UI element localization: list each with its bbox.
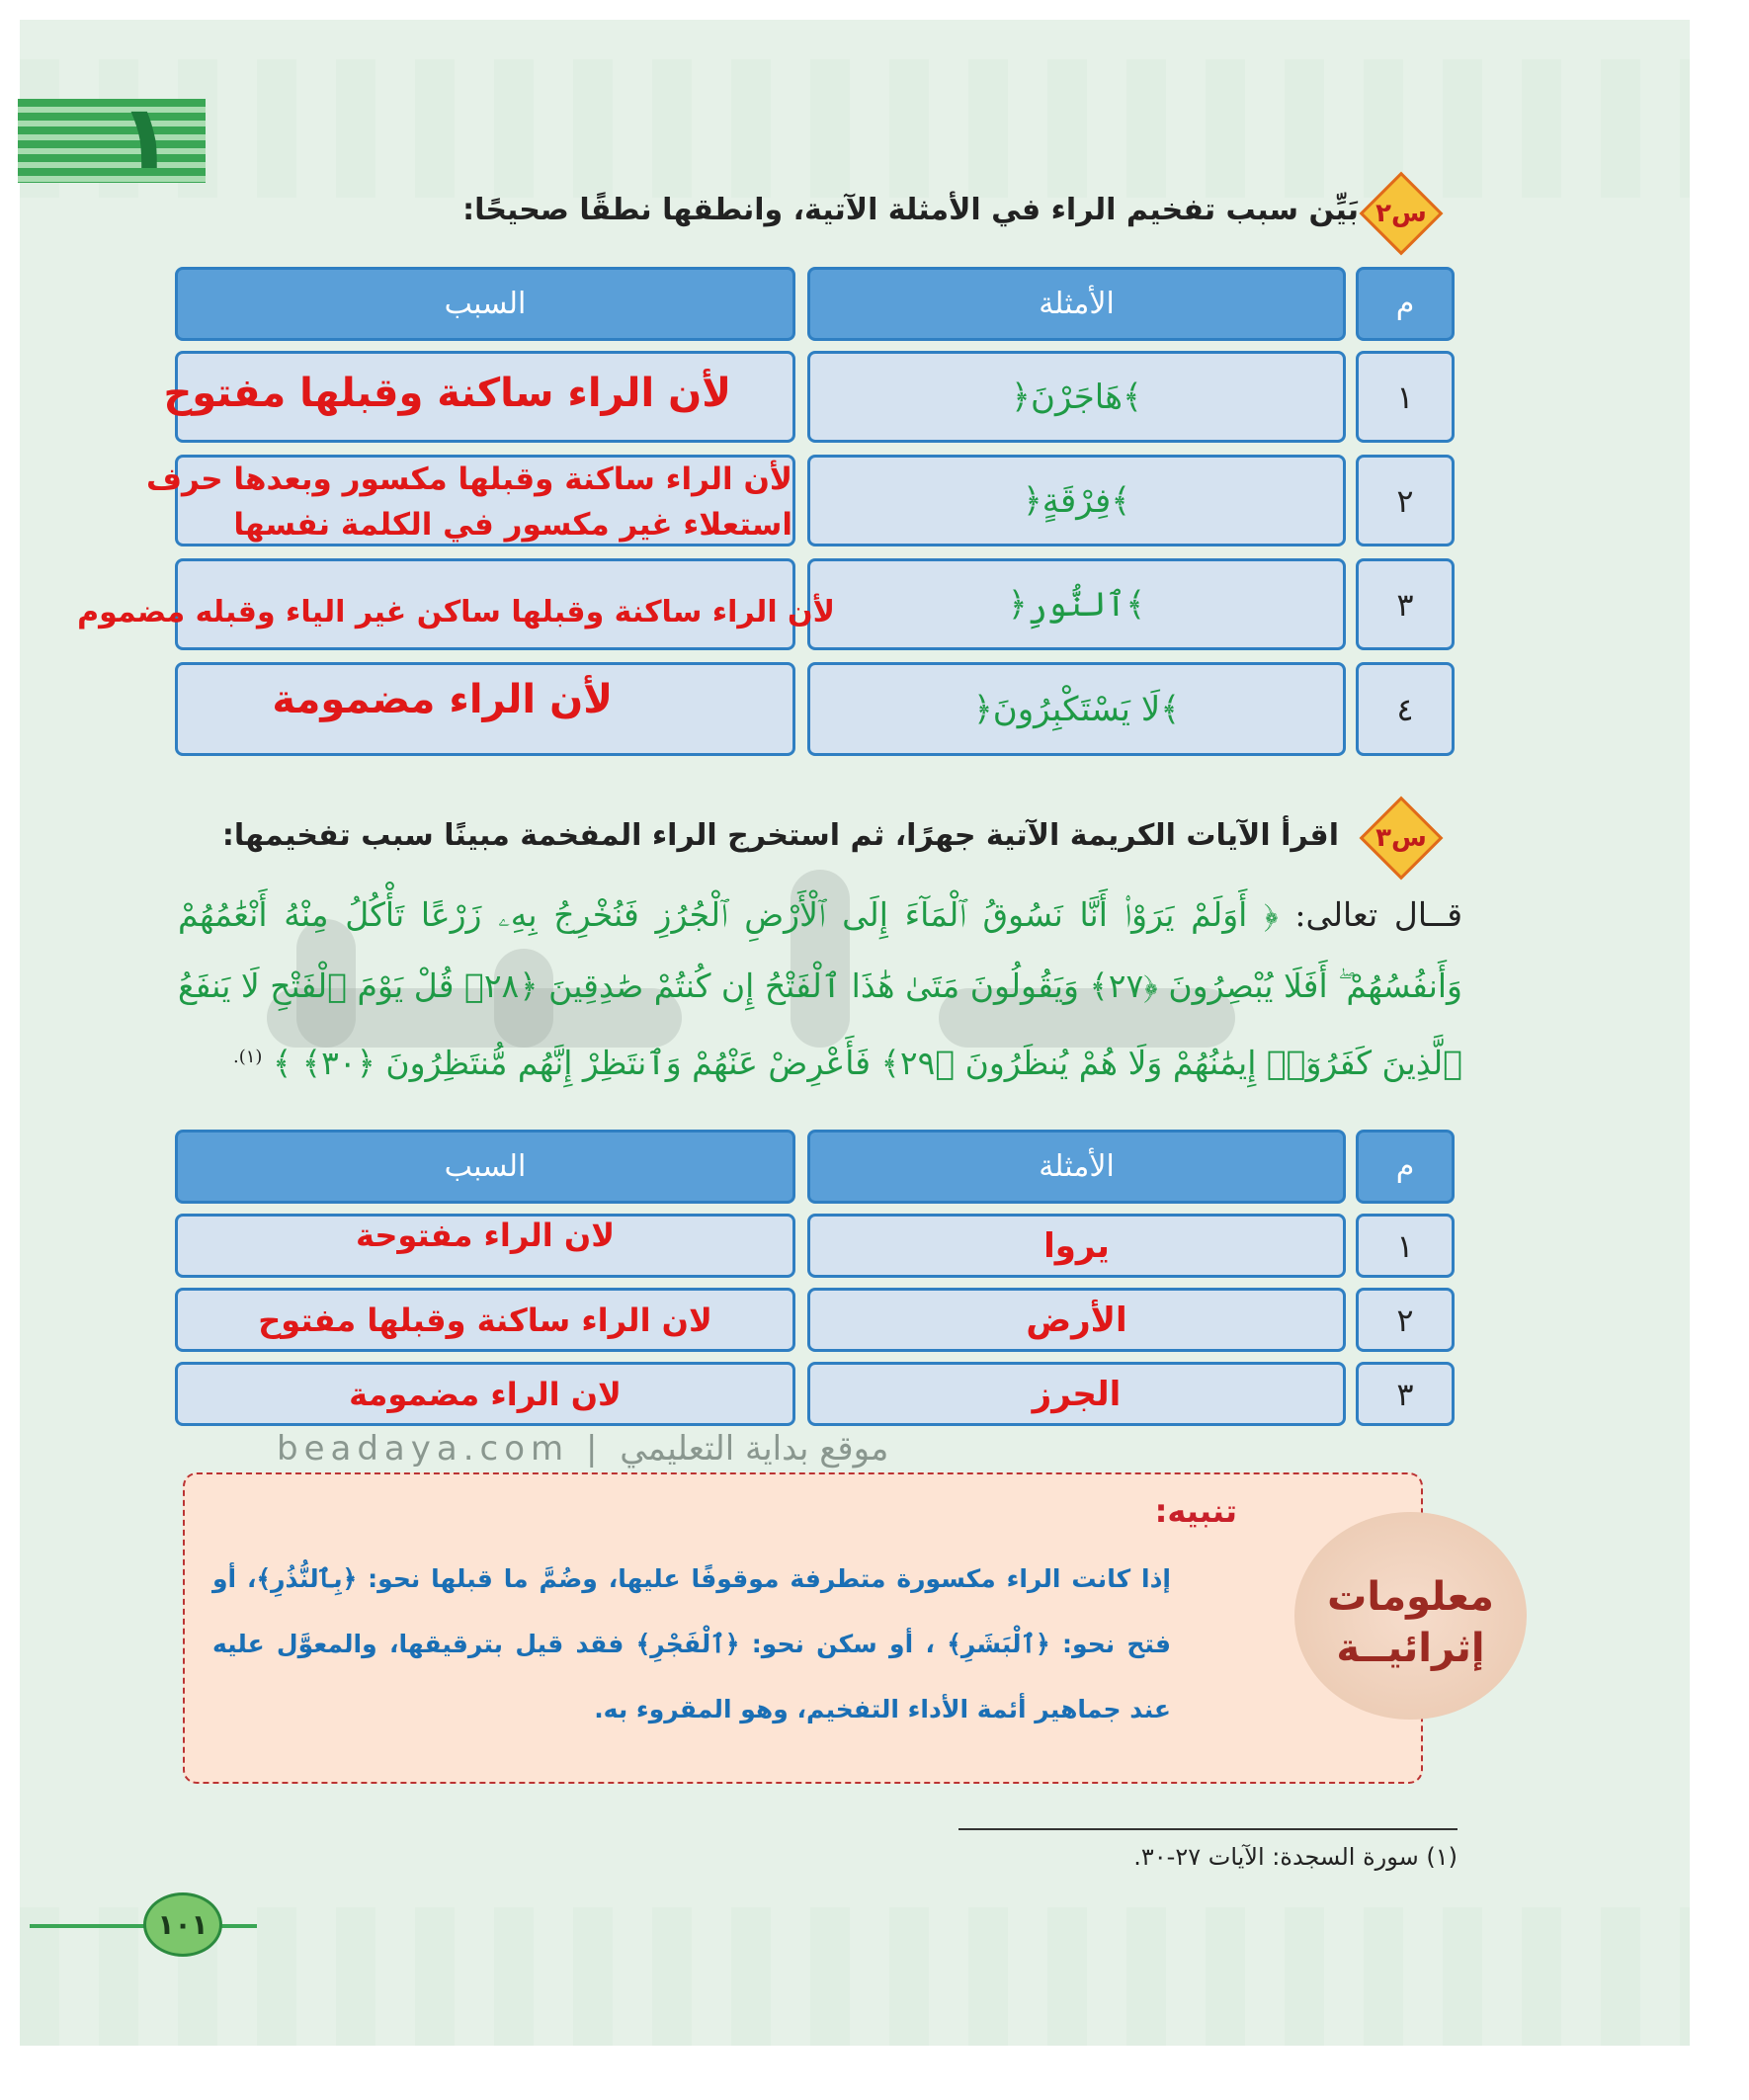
row-reason: لان الراء مضمومة [175,1362,795,1426]
row-num: ٢ [1356,455,1455,546]
row-reason: لان الراء ساكنة وقبلها مفتوح [175,1288,795,1352]
row-reason: لأن الراء ساكنة وقبلها مكسور وبعدها حرف استعلاء غير مكسور في الكلمة نفسها [145,462,792,543]
row-num: ١ [1356,1214,1455,1278]
row-reason: لأن الراء ساكنة وقبلها ساكن غير الياء وقبله مضموم [77,595,835,630]
question-2-title: بَيِّن سبب تفخيم الراء في الأمثلة الآتية، وانطقها نطقًا صحيحًا: [462,193,1359,227]
row-example: ﴿فِرْقَةٍ﴾ [807,455,1346,546]
footnote: (١) سورة السجدة: الآيات ٢٧-٣٠. [1133,1843,1458,1871]
header-num: م [1356,267,1455,341]
row-reason: لان الراء مفتوحة [175,1214,795,1278]
unit-number: ١ [119,86,173,190]
watermark-url: beadaya.com | موقع بداية التعليمي [277,1429,889,1469]
unit-stripes [18,99,206,183]
page-number: ١٠١ [143,1892,222,1957]
row-example: ﴿هَاجَرْنَ﴾ [807,351,1346,443]
header-example: الأمثلة [807,1130,1346,1204]
row-num: ٤ [1356,662,1455,756]
row-reason: لأن الراء مضمومة [272,677,613,722]
row-num: ٣ [1356,558,1455,650]
note-side-label: معلومات إثرائيــة [1327,1574,1494,1671]
row-num: ٣ [1356,1362,1455,1426]
note-heading: تنبيه: [1154,1492,1237,1530]
row-example: الأرض [807,1288,1346,1352]
quran-verse: قــال تعالى: ﴿ أَوَلَمْ يَرَوْا۟ أَنَّا نَسُوقُ ٱلْمَآءَ إِلَى ٱلْأَرْضِ ٱلْجُرُزِ فَنُخْرِجُ بِهِۦ زَرْعًا تَأْكُلُ مِنْهُ أَنْعَٰمُهُمْ وَأَنفُسُهُمْ ۖ أَفَلَا يُبْصِرُونَ ﴿٢٧﴾ وَيَقُولُونَ مَتَىٰ هَٰذَا ٱلْفَتْحُ إِن كُنتُمْ صَٰدِقِينَ ﴿٢٨﴾ قُلْ يَوْمَ ٱلْفَتْحِ لَا يَنفَعُ ٱلَّذِينَ كَفَرُوٓا۟ إِيمَٰنُهُمْ وَلَا هُمْ يُنظَرُونَ ﴿٢٩﴾ فَأَعْرِضْ عَنْهُمْ وَٱنتَظِرْ إِنَّهُم مُّنتَظِرُونَ ﴿٣٠﴾ ﴾ $^{(١).}$ [178,895,1462,1082]
question-badge: س٢ [1360,172,1444,256]
row-reason: لأن الراء ساكنة وقبلها مفتوح [163,371,731,416]
row-num: ١ [1356,351,1455,443]
row-example: ﴿ٱلنُّورِ﴾ [807,558,1346,650]
row-example: يروا [807,1214,1346,1278]
row-example: ﴿لَا يَسْتَكْبِرُونَ﴾ [807,662,1346,756]
row-example: الجرز [807,1362,1346,1426]
header-num: م [1356,1130,1455,1204]
header-reason: السبب [175,1130,795,1204]
decorative-band-bottom [20,1907,1690,2046]
question-badge: س٣ [1360,797,1444,881]
row-num: ٢ [1356,1288,1455,1352]
header-reason: السبب [175,267,795,341]
header-example: الأمثلة [807,267,1346,341]
footnote-divider [958,1828,1458,1830]
decorative-band-top [20,59,1690,198]
note-text: إذا كانت الراء مكسورة متطرفة موقوفًا عليها، وضُمَّ ما قبلها نحو: ﴿بِٱلنُّذُرِ﴾، أو فتح نحو: ﴿ٱلْبَشَرِ﴾ ، أو سكن نحو: ﴿ٱلْفَجْرِ﴾ فقد قيل بترقيقها، والمعوَّل عليه عند جماهير أئمة الأداء التفخيم، وهو المقروء به. [212,1564,1171,1723]
question-3-title: اقرأ الآيات الكريمة الآتية جهرًا، ثم استخرج الراء المفخمة مبينًا سبب تفخيمها: [221,818,1339,853]
